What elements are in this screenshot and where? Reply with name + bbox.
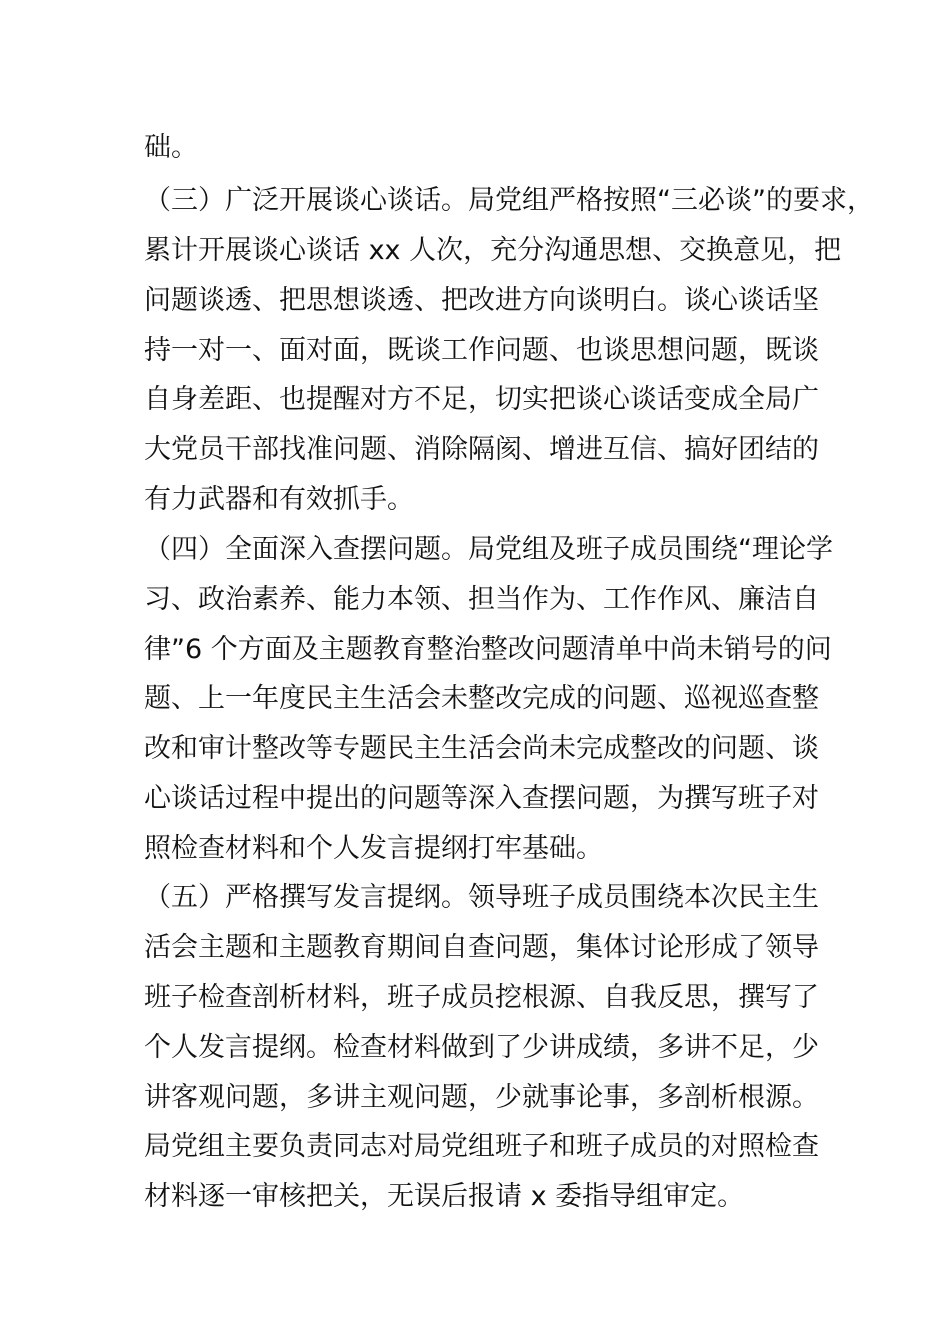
text-line: 础。 [144,132,198,163]
text-line: 班子检查剖析材料，班子成员挖根源、自我反思，撰写了 [144,982,819,1013]
text-line: 律”6 个方面及主题教育整治整改问题清单中尚未销号的问 [144,634,832,665]
section-5-heading-line: （五）严格撰写发言提纲。领导班子成员围绕本次民主生 [144,882,819,913]
text-line: 改和审计整改等专题民主生活会尚未完成整改的问题、谈 [144,733,819,764]
text-line: 个人发言提纲。检查材料做到了少讲成绩，多讲不足，少 [144,1032,819,1063]
text-line: 题、上一年度民主生活会未整改完成的问题、巡视巡查整 [144,683,819,714]
text-line: 问题谈透、把思想谈透、把改进方向谈明白。谈心谈话坚 [144,285,819,316]
text-line: 大党员干部找准问题、消除隔阂、增进互信、搞好团结的 [144,434,819,465]
text-line: 局党组主要负责同志对局党组班子和班子成员的对照检查 [144,1131,819,1162]
text-line: 照检查材料和个人发言提纲打牢基础。 [144,833,603,864]
text-line: 讲客观问题，多讲主观问题，少就事论事，多剖析根源。 [144,1082,819,1113]
text-line: 自身差距、也提醒对方不足，切实把谈心谈话变成全局广 [144,384,819,415]
section-4-heading-line: （四）全面深入查摆问题。局党组及班子成员围绕“理论学 [144,534,833,565]
text-line: 活会主题和主题教育期间自查问题，集体讨论形成了领导 [144,932,819,963]
text-line: 心谈话过程中提出的问题等深入查摆问题，为撰写班子对 [144,783,819,814]
text-line: 持一对一、面对面，既谈工作问题、也谈思想问题，既谈 [144,335,819,366]
section-3-heading-line: （三）广泛开展谈心谈话。局党组严格按照“三必谈”的要求， [144,185,874,216]
text-line: 累计开展谈心谈话 xx 人次，充分沟通思想、交换意见，把 [144,235,842,266]
text-line: 有力武器和有效抓手。 [144,484,414,515]
text-line: 习、政治素养、能力本领、担当作为、工作作风、廉洁自 [144,584,819,615]
text-line: 材料逐一审核把关，无误后报请 x 委指导组审定。 [144,1181,745,1212]
